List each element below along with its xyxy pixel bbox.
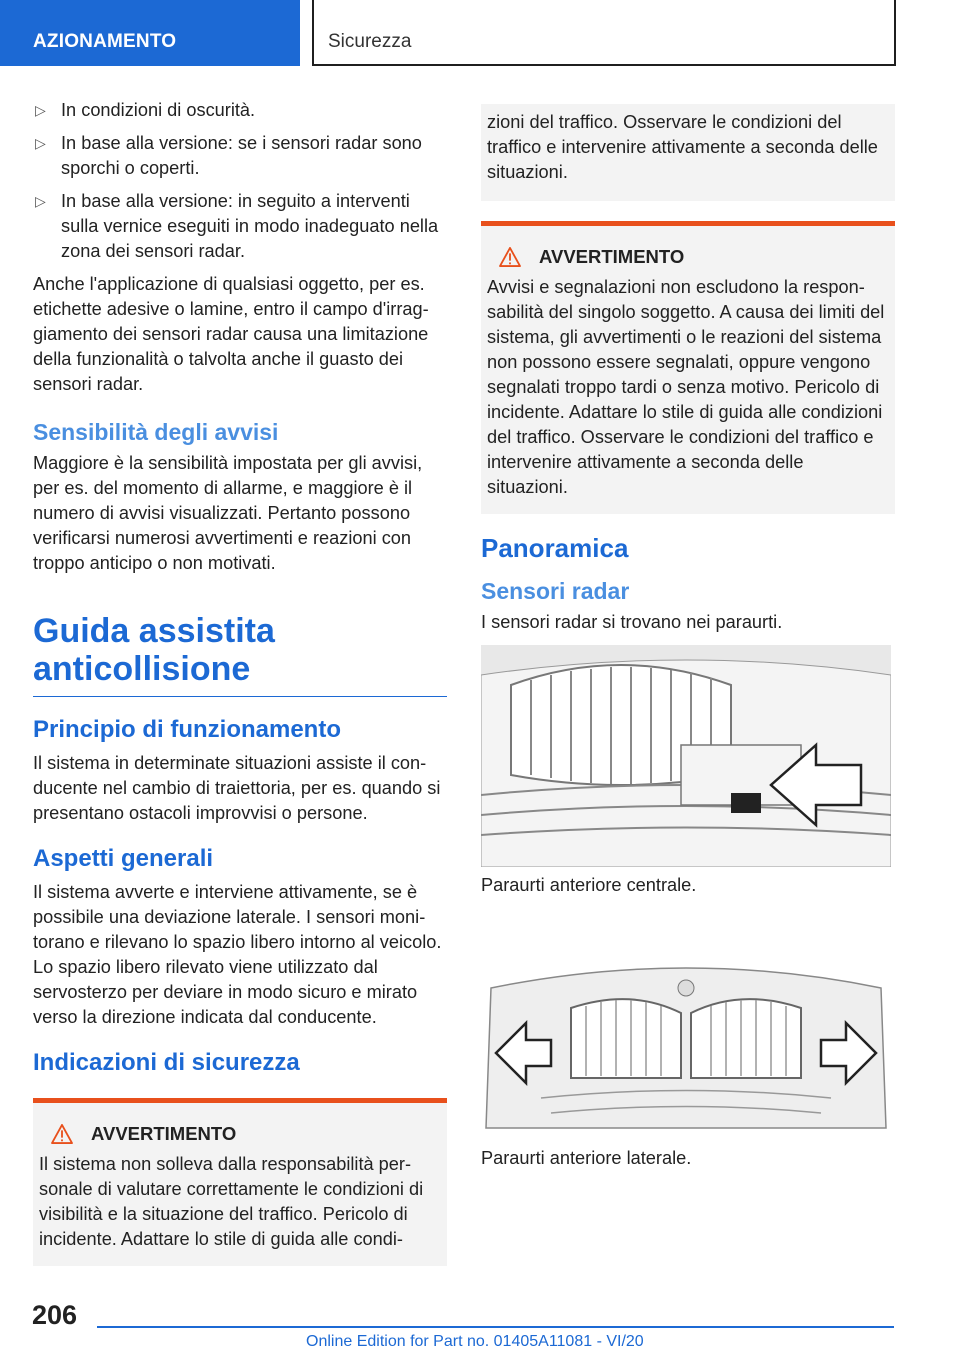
- list-item: ▷ In base alla versione: se i sensori radar sono sporchi o coperti.: [35, 133, 422, 178]
- front-bumper-side-image: [481, 918, 891, 1140]
- bumper-side-illustration: [481, 918, 891, 1140]
- figure-caption: Paraurti anteriore centrale.: [481, 875, 697, 895]
- warning-header: [487, 244, 887, 269]
- figure-caption: Paraurti anteriore laterale.: [481, 1148, 692, 1168]
- heading-indicazioni: Indicazioni di sicurezza: [33, 1049, 300, 1076]
- heading-aspetti: Aspetti generali: [33, 845, 214, 872]
- paragraph: Il sistema avverte e interviene attivamente, se è possibile una deviazione laterale. I sensori monitorano e rilevano lo spazio libero intorno al veicolo. Lo spazio libero rilevato viene utilizzato dal servosterzo per deviare in modo sicuro e mirato verso la direzione indicata dal conducente.: [33, 882, 442, 1027]
- warning-label: AVVERTIMENTO: [539, 246, 685, 267]
- warning-header: [39, 1121, 439, 1146]
- heading-sensori: Sensori radar: [481, 578, 630, 604]
- warning-text: zioni del traffico. Osservare le condizioni del traffico e intervenire attivamente a seconda delle situazioni.: [487, 112, 878, 182]
- paragraph: I sensori radar si trovano nei paraurti.: [481, 612, 783, 632]
- heading-sensibilita: Sensibilità degli avvisi: [33, 419, 279, 445]
- warning-label: AVVERTIMENTO: [91, 1123, 237, 1144]
- topic-tab[interactable]: Sicurezza: [312, 0, 896, 66]
- edition-note[interactable]: Online Edition for Part no. 01405A11081 - VI/20: [306, 1333, 644, 1350]
- triangle-bullet-icon: ▷: [35, 135, 46, 151]
- list-item: ▷ In condizioni di oscurità.: [33, 98, 447, 123]
- section-tab[interactable]: AZIONAMENTO: [0, 0, 300, 66]
- page-header: [0, 0, 960, 66]
- right-column: [481, 104, 895, 1191]
- condition-list: [33, 98, 447, 264]
- footer-divider: [97, 1326, 894, 1328]
- heading-principio: Principio di funzionamento: [33, 716, 341, 743]
- warning-text: Avvisi e segnalazioni non escludono la responsabilità del singolo soggetto. A causa dei limiti del sistema, gli avvertimenti o le reazioni del sistema non possono essere segnalati, oppure vengono segnalati troppo tardi o senza motivo. Pericolo di incidente. Adattare lo stile di guida alle condizioni del traffico. Osservare le condizioni del traffico e intervenire attivamente a seconda delle situazioni.: [487, 277, 885, 497]
- bumper-center-illustration: [481, 645, 891, 867]
- paragraph: Il sistema in determinate situazioni assiste il conducente nel cambio di traiettoria, per es. quando si presentano ostacoli improvvisi o persone.: [33, 753, 441, 823]
- warning-triangle-icon: [499, 247, 521, 267]
- front-bumper-center-image: [481, 645, 891, 867]
- left-column: [33, 98, 447, 1266]
- page-number: 206: [32, 1300, 78, 1330]
- warning-box: [481, 221, 895, 514]
- paragraph: Anche l'applicazione di qualsiasi oggetto, per es. etichette adesive o lamine, entro il campo d'irraggiamento dei sensori radar causa una limitazione della funzionalità o talvolta anche il guasto dei sensori radar.: [33, 274, 429, 394]
- heading-panoramica: Panoramica: [481, 533, 629, 563]
- triangle-bullet-icon: ▷: [35, 102, 46, 118]
- warning-box: [33, 1098, 447, 1266]
- list-item: ▷ In base alla versione: in seguito a interventi sulla vernice eseguiti in modo inadeguato nella zona dei sensori radar.: [35, 191, 439, 261]
- chapter-title: Guida assistita anticollisione: [33, 612, 447, 697]
- warning-text: Il sistema non solleva dalla responsabilità personale di valutare correttamente le condizioni di visibilità e la situazione del traffico. Pericolo di incidente. Adattare lo stile di guida alle condi-: [39, 1154, 424, 1249]
- paragraph: Maggiore è la sensibilità impostata per gli avvisi, per es. del momento di allarme, e maggiore è il numero di avvisi visualizzati. Pertanto possono verificarsi numerosi avvertimenti e reazioni con troppo anticipo o non motivati.: [33, 453, 423, 573]
- warning-triangle-icon: [51, 1124, 73, 1144]
- warning-continuation: [481, 104, 895, 201]
- triangle-bullet-icon: ▷: [35, 193, 46, 209]
